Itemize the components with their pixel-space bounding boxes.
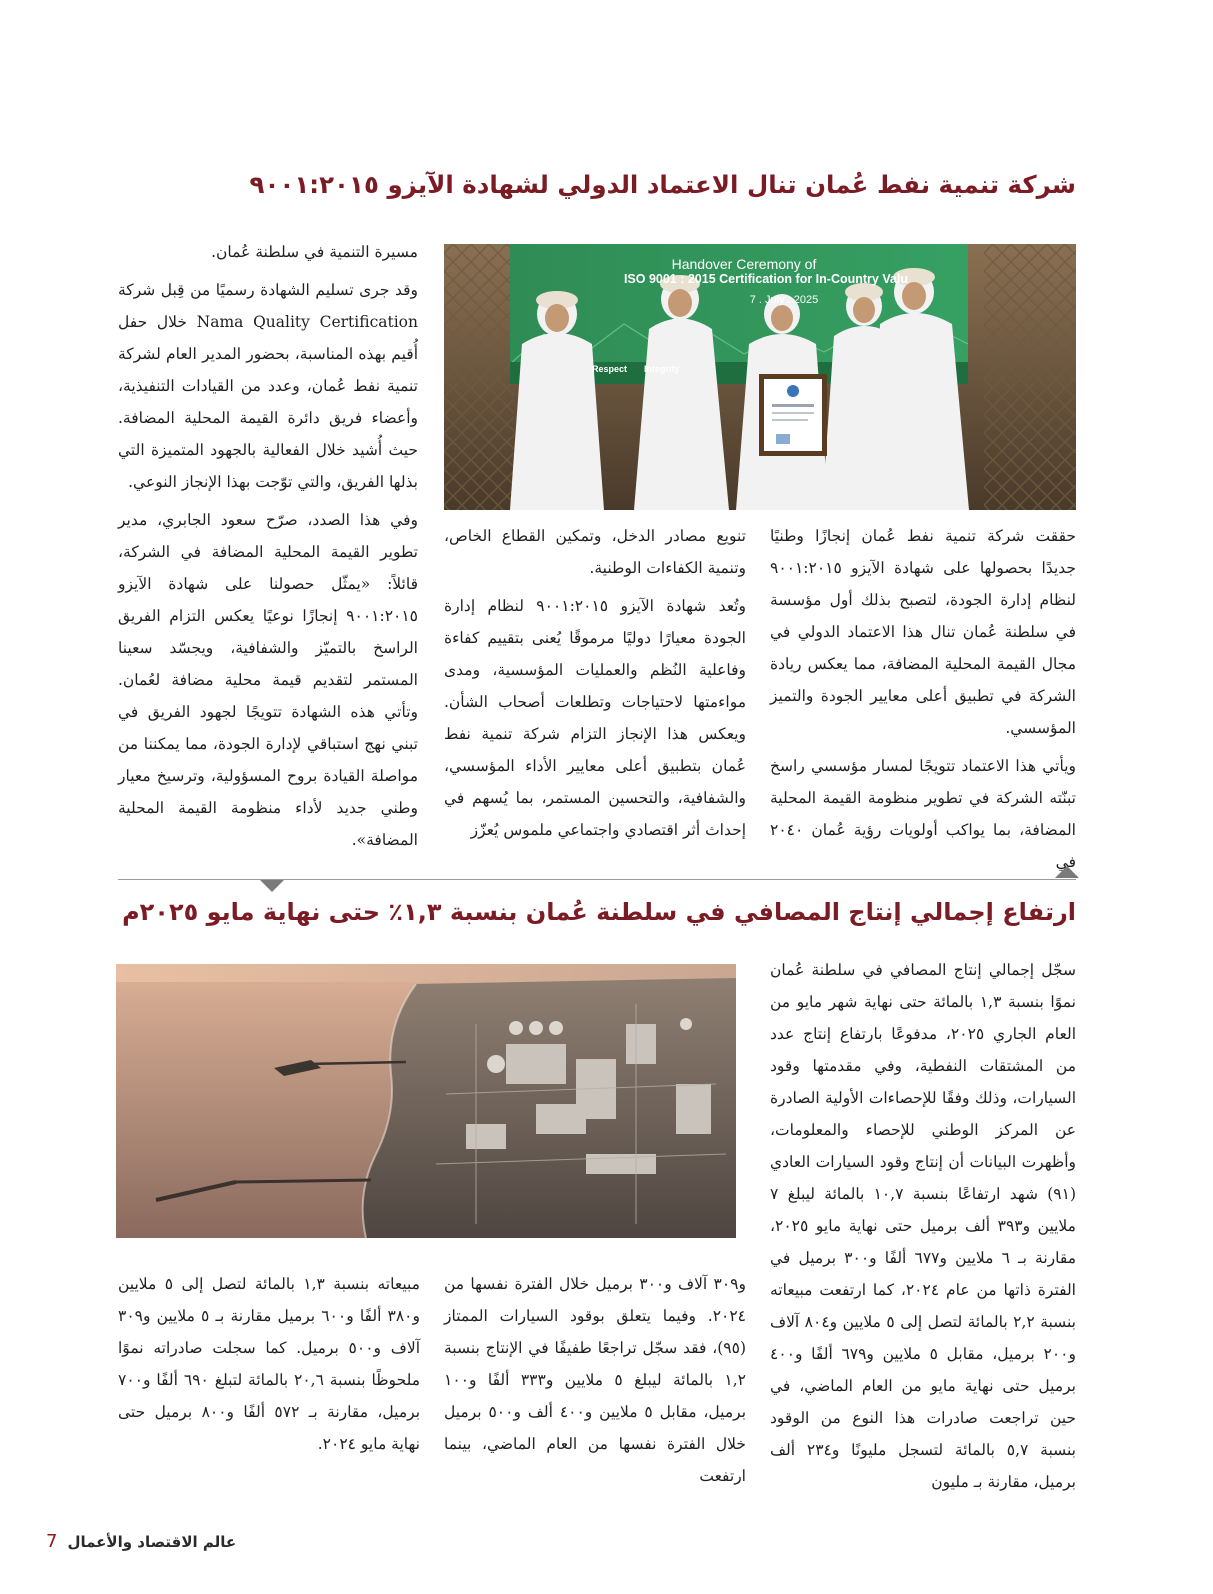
article1-middle-paragraph-2: وتُعد شهادة الآيزو ٩٠٠١:٢٠١٥ لنظام إدارة الجودة معيارًا دوليًا مرموقًا يُعنى بتقييم كفاءة وفاعلية النُظم والعمليات المؤسسية، ومدى مواءمتها لاحتياجات وتطلعات أصحاب الشأن. ويعكس هذا الإنجاز التزام شركة تنمية نفط عُمان بتطبيق أعلى معايير الأداء المؤسسي، والشفافية، والتحسين المستمر، بما يُسهم في إحداث أثر اقتصادي واجتماعي ملموس يُعزّز bbox=[444, 597, 746, 839]
article1-right-paragraph-2: ويأتي هذا الاعتماد تتويجًا لمسار مؤسسي راسخ تبنّته الشركة في تطوير منظومة القيمة المحلية المضافة، بما يواكب أولويات رؤية عُمان ٢٠٤٠ في bbox=[770, 757, 1076, 871]
article1-right-paragraph-1: حققت شركة تنمية نفط عُمان إنجازًا وطنيًا جديدًا بحصولها على شهادة الآيزو ٩٠٠١:٢٠١٥ لنظام إدارة الجودة، لتصبح بذلك أول مؤسسة في سلطنة عُمان تنال هذا الاعتماد الدولي في مجال القيمة المحلية المضافة، مما يعكس ريادة الشركة في تطبيق أعلى معايير الجودة والتميز المؤسسي. bbox=[770, 527, 1076, 737]
article2-headline: ارتفاع إجمالي إنتاج المصافي في سلطنة عُمان بنسبة ١,٣٪ حتى نهاية مايو ٢٠٢٥م bbox=[122, 898, 1076, 926]
article1-left-paragraph-2: وقد جرى تسليم الشهادة رسميًا من قِبل شركة Nama Quality Certification خلال حفل أُقيم بهذه المناسبة، بحضور المدير العام لشركة تنمية نفط عُمان، وعدد من القيادات التنفيذية، وأعضاء فريق دائرة القيمة المحلية المضافة. حيث أُشيد خلال الفعالية بالجهود المتميزة التي بذلها الفريق، والتي توّجت بهذا الإنجاز النوعي. bbox=[118, 281, 418, 491]
banner-date: 7 . July . 2025 bbox=[749, 294, 819, 306]
article2-middle-paragraph-1: و٣٠٩ آلاف و٣٠٠ برميل خلال الفترة نفسها من ٢٠٢٤. وفيما يتعلق بوقود السيارات الممتاز (٩٥)، فقد سجّل تراجعًا طفيفًا في الإنتاج بنسبة ١,٢ بالمائة ليبلغ ٥ ملايين و٣٣٣ ألفًا و١٠٠ برميل، مقابل ٥ ملايين و٤٠٠ ألف و٥٠٠ برميل خلال الفترة نفسها من العام الماضي، بينما ارتفعت bbox=[444, 1275, 747, 1485]
article1-column-right bbox=[770, 520, 1076, 871]
article2-right-paragraph-1: سجّل إجمالي إنتاج المصافي في سلطنة عُمان نموًا بنسبة ١,٣ بالمائة حتى نهاية شهر مايو من العام الجاري ٢٠٢٥، مدفوعًا بارتفاع إنتاج عدد من المشتقات النفطية، وفي مقدمتها وقود السيارات، وذلك وفقًا للإحصاءات الأولية الصادرة عن المركز الوطني للإحصاء والمعلومات، وأظهرت البيانات أن إنتاج وقود السيارات العادي (٩١) شهد ارتفاعًا بنسبة ١٠,٧ بالمائة ليبلغ ٧ ملايين و٣٩٣ ألف برميل حتى نهاية مايو ٢٠٢٥، مقارنة بـ ٦ ملايين و٦٧٧ ألفًا و٣٠٠ برميل في الفترة ذاتها من عام ٢٠٢٤، كما ارتفعت مبيعاته بنسبة ٢,٢ بالمائة لتصل إلى ٥ ملايين و٨٠٤ آلاف و٢٠٠ برميل، مقابل ٥ ملايين و٦٧٩ ألفًا و٤٠٠ برميل حتى نهاية مايو من العام الماضي، في حين تراجعت صادرات هذا النوع من الوقود بنسبة ٥,٧ بالمائة لتسجل مليونًا و٢٣٤ ألف برميل، مقارنة بـ مليون bbox=[770, 961, 1076, 1491]
article2-column-middle bbox=[444, 1268, 747, 1485]
article1-column-middle bbox=[444, 520, 746, 840]
article1-column-left bbox=[118, 236, 418, 849]
banner-sign-respect: Respect bbox=[592, 364, 628, 374]
refinery-aerial-photo bbox=[116, 964, 736, 1238]
magazine-name: عالم الاقتصاد والأعمال bbox=[67, 1532, 237, 1551]
divider-triangle-down bbox=[260, 880, 284, 892]
page-footer bbox=[46, 1531, 236, 1552]
article2-left-paragraph-1: مبيعاته بنسبة ١,٣ بالمائة لتصل إلى ٥ ملايين و٣٨٠ ألفًا و٦٠٠ برميل مقارنة بـ ٥ ملايين و٣٠٩ آلاف و٥٠٠ برميل. كما سجلت صادراته نموًا ملحوظًا بنسبة ٢٠,٦ بالمائة لتبلغ ٦٩٠ ألفًا و٧٠٠ برميل، مقارنة بـ ٥٧٢ ألفًا و٨٠٠ برميل حتى نهاية مايو ٢٠٢٤. bbox=[118, 1275, 421, 1453]
divider-triangle-up bbox=[1055, 866, 1079, 878]
article1-headline: شركة تنمية نفط عُمان تنال الاعتماد الدولي لشهادة الآيزو ٩٠٠١:٢٠١٥ bbox=[249, 170, 1076, 199]
article2-column-right bbox=[770, 954, 1076, 1491]
banner-line2: ISO 9001 : 2015 Certification for In-Country Valu bbox=[623, 272, 909, 286]
banner-line1: Handover Ceremony of bbox=[671, 256, 817, 272]
banner-sign-integrity: Integrity bbox=[644, 364, 680, 374]
article1-middle-paragraph-1: تنويع مصادر الدخل، وتمكين القطاع الخاص، وتنمية الكفاءات الوطنية. bbox=[444, 527, 746, 577]
page-number: 7 bbox=[46, 1531, 58, 1552]
article1-left-paragraph-3: وفي هذا الصدد، صرّح سعود الجابري، مدير تطوير القيمة المحلية المضافة في الشركة، قائلاً: «يمثّل حصولنا على شهادة الآيزو ٩٠٠١:٢٠١٥ إنجازًا نوعيًا يعكس التزام الفريق الراسخ بالتميّز والشفافية، ويجسّد سعينا المستمر لتقديم قيمة محلية مضافة لعُمان. وتأتي هذه الشهادة تتويجًا لجهود الفريق في تبني نهج استباقي لإدارة الجودة، مما يمكننا من مواصلة القيادة بروح المسؤولية، وترسيخ معيار وطني جديد لأداء منظومة القيمة المحلية المضافة». bbox=[118, 511, 418, 849]
article2-column-left bbox=[118, 1268, 420, 1458]
ceremony-photo bbox=[444, 244, 1076, 510]
article1-left-paragraph-1: مسيرة التنمية في سلطنة عُمان. bbox=[211, 243, 418, 261]
